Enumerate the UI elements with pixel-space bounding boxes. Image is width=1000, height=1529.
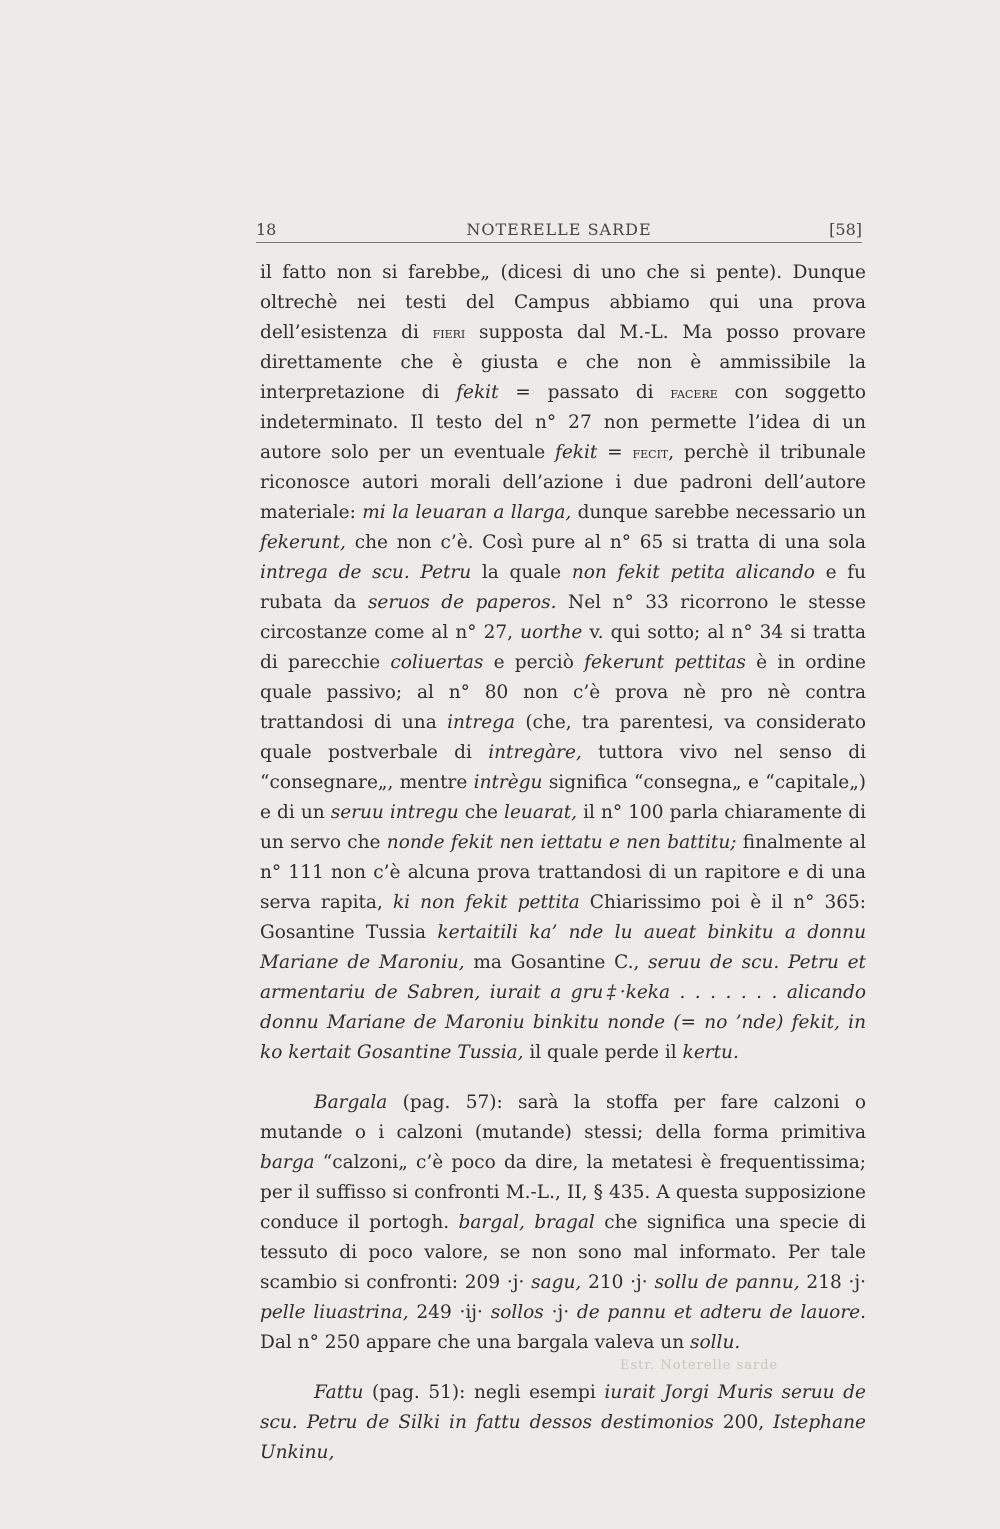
quote: kertaitili ka’ nde lu aueat binkitu a donnu Mariane de Maroniu, (260, 922, 866, 973)
text-run: che significa una specie di tessuto di poco valore, se non sono mal informato. Per tale scambio si confronti: 209 ·j· (260, 1212, 866, 1293)
quote: intrega (447, 712, 516, 733)
running-title: NOTERELLE SARDE (466, 220, 652, 239)
text-run: il fatto non si farebbe„ (dicesi di uno che si pente). Dunque oltrechè nei testi del Campus abbiamo qui una prova dell’esistenza di (260, 262, 866, 343)
term-fecit: fecit (632, 443, 669, 462)
paragraph-fattu (260, 1378, 866, 1468)
quote: intrega de scu. Petru (260, 562, 472, 583)
text-run: dunque sarebbe necessario un (571, 502, 866, 523)
text-run: e perciò (483, 652, 585, 673)
quote: de pannu et adteru de lauore. (576, 1302, 866, 1323)
text-run: che (458, 802, 505, 823)
text-run: il quale perde il (523, 1042, 683, 1063)
quote: sollu de pannu, (654, 1272, 800, 1293)
text-run: = passato di (498, 382, 671, 403)
quote: seruu intregu (330, 802, 459, 823)
text-run: la quale (471, 562, 572, 583)
quote: nonde fekit nen iettatu e nen battitu; (386, 832, 737, 853)
quote-fekit: fekit (456, 382, 499, 403)
running-header (256, 216, 862, 243)
text-run: v. qui sotto; al n° 34 si tratta di parecchie (260, 622, 866, 673)
body-text (260, 258, 866, 1468)
text-run: “calzoni„ c’è poco da dire, la metatesi è frequentissima; per il suffisso si confronti M.-L., II, § 435. A questa supposizione conduce il portogh. (260, 1152, 866, 1233)
text-run: = (597, 442, 633, 463)
faint-stamp: Estr. Noterelle sarde (620, 1358, 779, 1373)
page-number: 18 (256, 220, 277, 239)
quote: ki non fekit pettita (392, 892, 580, 913)
quote: kertu. (682, 1042, 739, 1063)
quote: sollos (490, 1302, 544, 1323)
text-run: supposta dal M.-L. Ma posso provare direttamente che è giusta e che non è ammissibile la interpretazione di (260, 322, 866, 403)
quote-fekit: fekit (555, 442, 598, 463)
quote: non fekit petita alicando (571, 562, 815, 583)
quote: bargal, bragal (458, 1212, 595, 1233)
text-run: , perchè il tribunale riconosce autori morali dell’azione i due padroni dell’autore materiale: (260, 442, 867, 523)
quote: leuarat, (504, 802, 578, 823)
quote: coliuertas (390, 652, 484, 673)
paragraph-fekit (260, 258, 866, 1068)
term-fieri: fieri (432, 323, 466, 342)
text-run: (pag. 51): negli esempi (363, 1382, 605, 1403)
quote: fekerunt pettitas (584, 652, 746, 673)
text-run: con soggetto indeterminato. Il testo del n° 27 non permette l’idea di un autore solo per un eventuale (260, 382, 867, 463)
lemma-fattu: Fattu (314, 1382, 364, 1403)
text-run: significa “consegna„ e “capitale„) e di un (260, 772, 866, 823)
quote: intregàre, (488, 742, 582, 763)
quote: pelle liuastrina, (260, 1302, 409, 1323)
text-run: 200, (713, 1412, 774, 1433)
text-run: il n° 100 parla chiaramente di un servo che (260, 802, 866, 853)
quote: seruu de scu. Petru et armentariu de Sabren, iurait a gru‡·keka . . . . . . . alicando donnu Mariane de Maroniu binkitu nonde (= no ’nde) fekit, in ko kertait Gosantine Tussia, (260, 952, 866, 1063)
quote: Istephane Unkinu, (260, 1412, 866, 1463)
text-run: 210 ·j· (581, 1272, 655, 1293)
quote: fekerunt, (260, 532, 346, 553)
text-run: (pag. 57): sarà la stoffa per fare calzoni o mutande o i calzoni (mutande) stessi; della forma primitiva (260, 1092, 866, 1143)
quote: mi la leuaran a llarga, (362, 502, 572, 523)
text-run: ·j· (543, 1302, 577, 1323)
term-facere: facere (670, 383, 718, 402)
quote: sagu, (531, 1272, 582, 1293)
text-run: e fu rubata da (260, 562, 866, 613)
text-run: tuttora vivo nel senso di “consegnare„, mentre (260, 742, 866, 793)
quote: intrègu (473, 772, 543, 793)
quote: uorthe (520, 622, 583, 643)
quote: iurait Jorgi Muris seruu de scu. Petru de Silki in fattu dessos destimonios (260, 1382, 866, 1433)
text-run: 218 ·j· (799, 1272, 867, 1293)
text-run: Chiarissimo poi è il n° 365: Gosantine Tussia (260, 892, 866, 943)
text-run: ma Gosantine C., (464, 952, 649, 973)
quote: sollu. (690, 1332, 741, 1353)
text-run: finalmente al n° 111 non c’è alcuna prova trattandosi di un rapitore e di una serva rapita, (260, 832, 866, 913)
quote: barga (260, 1152, 315, 1173)
page-reference: [58] (829, 220, 862, 239)
paragraph-bargala (260, 1088, 866, 1358)
quote: seruos de paperos. (367, 592, 557, 613)
text-run: Nel n° 33 ricorrono le stesse circostanze come al n° 27, (260, 592, 867, 643)
text-run: (che, tra parentesi, va considerato quale postverbale di (260, 712, 867, 763)
lemma-bargala: Bargala (314, 1092, 388, 1113)
text-run: è in ordine quale passivo; al n° 80 non c’è prova nè pro nè contra trattandosi di una (260, 652, 866, 733)
text-run: che non c’è. Così pure al n° 65 si tratta di una sola (345, 532, 866, 553)
text-run: 249 ·ij· (408, 1302, 491, 1323)
text-run: Dal n° 250 appare che una bargala valeva un (260, 1332, 690, 1353)
